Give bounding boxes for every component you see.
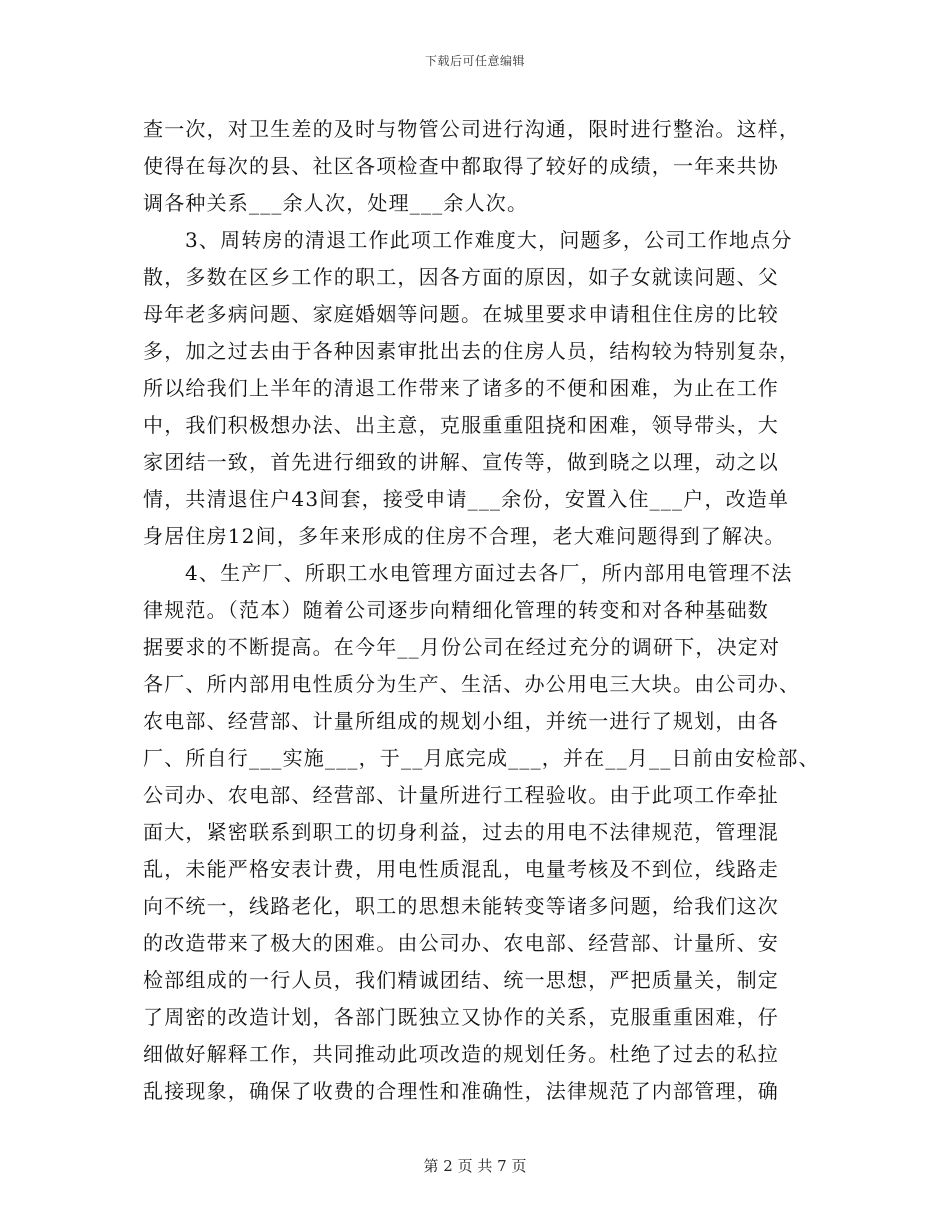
text-line: 情，共清退住户43间套，接受申请___余份，安置入住___户，改造单 (143, 487, 790, 511)
text-line: 据要求的不断提高。在今年__月份公司在经过充分的调研下，决定对 (143, 635, 781, 659)
paragraph-4-start: 4、生产厂、所职工水电管理方面过去各厂，所内部用电管理不法 (185, 561, 793, 585)
text-line: 律规范。（范本）随着公司逐步向精细化管理的转变和对各种基础数 (143, 598, 769, 622)
text-line: 检部组成的一行人员，我们精诚团结、统一思想，严把质量关，制定 (143, 968, 779, 992)
text-line: 农电部、经营部、计量所组成的规划小组，并统一进行了规划，由各 (143, 709, 779, 733)
header-note: 下载后可任意编辑 (424, 54, 525, 68)
page-number: 第 2 页 共 7 页 (423, 1157, 527, 1175)
text-line: 多，加之过去由于各种因素审批出去的住房人员，结构较为特别复杂， (143, 339, 801, 363)
text-line: 各厂、所内部用电性质分为生产、生活、办公用电三大块。由公司办、 (143, 672, 801, 696)
text-line: 所以给我们上半年的清退工作带来了诸多的不便和困难，为止在工作 (143, 376, 779, 400)
text-line: 中，我们积极想办法、出主意，克服重重阻挠和困难，领导带头，大 (143, 413, 779, 437)
text-line: 查一次，对卫生差的及时与物管公司进行沟通，限时进行整治。这样， (143, 117, 801, 141)
text-line: 厂、所自行___实施___，于__月底完成___，并在__月__日前由安检部、 (143, 746, 820, 770)
text-line: 母年老多病问题、家庭婚姻等问题。在城里要求申请租住住房的比较 (143, 302, 779, 326)
text-line: 使得在每次的县、社区各项检查中都取得了较好的成绩，一年来共协 (143, 154, 779, 178)
text-line: 了周密的改造计划，各部门既独立又协作的关系，克服重重困难，仔 (143, 1005, 779, 1029)
text-line: 乱，未能严格安表计费，用电性质混乱，电量考核及不到位，线路走 (143, 857, 779, 881)
text-line: 家团结一致，首先进行细致的讲解、宣传等，做到晓之以理，动之以 (143, 450, 779, 474)
text-line: 面大，紧密联系到职工的切身利益，过去的用电不法律规范，管理混 (143, 820, 779, 844)
text-line: 公司办、农电部、经营部、计量所进行工程验收。由于此项工作牵扯 (143, 783, 779, 807)
text-line: 乱接现象，确保了收费的合理性和准确性，法律规范了内部管理，确 (143, 1079, 779, 1103)
text-line: 的改造带来了极大的困难。由公司办、农电部、经营部、计量所、安 (143, 931, 779, 955)
text-line: 散，多数在区乡工作的职工，因各方面的原因，如子女就读问题、父 (143, 265, 779, 289)
text-line: 细做好解释工作，共同推动此项改造的规划任务。杜绝了过去的私拉 (143, 1042, 779, 1066)
document-body (143, 111, 823, 1110)
paragraph-3-start: 3、周转房的清退工作此项工作难度大，问题多，公司工作地点分 (185, 228, 793, 252)
text-line: 身居住房12间，多年来形成的住房不合理，老大难问题得到了解决。 (143, 524, 786, 548)
text-line: 向不统一，线路老化，职工的思想未能转变等诸多问题，给我们这次 (143, 894, 779, 918)
text-line: 调各种关系___余人次，处理___余人次。 (143, 191, 529, 215)
